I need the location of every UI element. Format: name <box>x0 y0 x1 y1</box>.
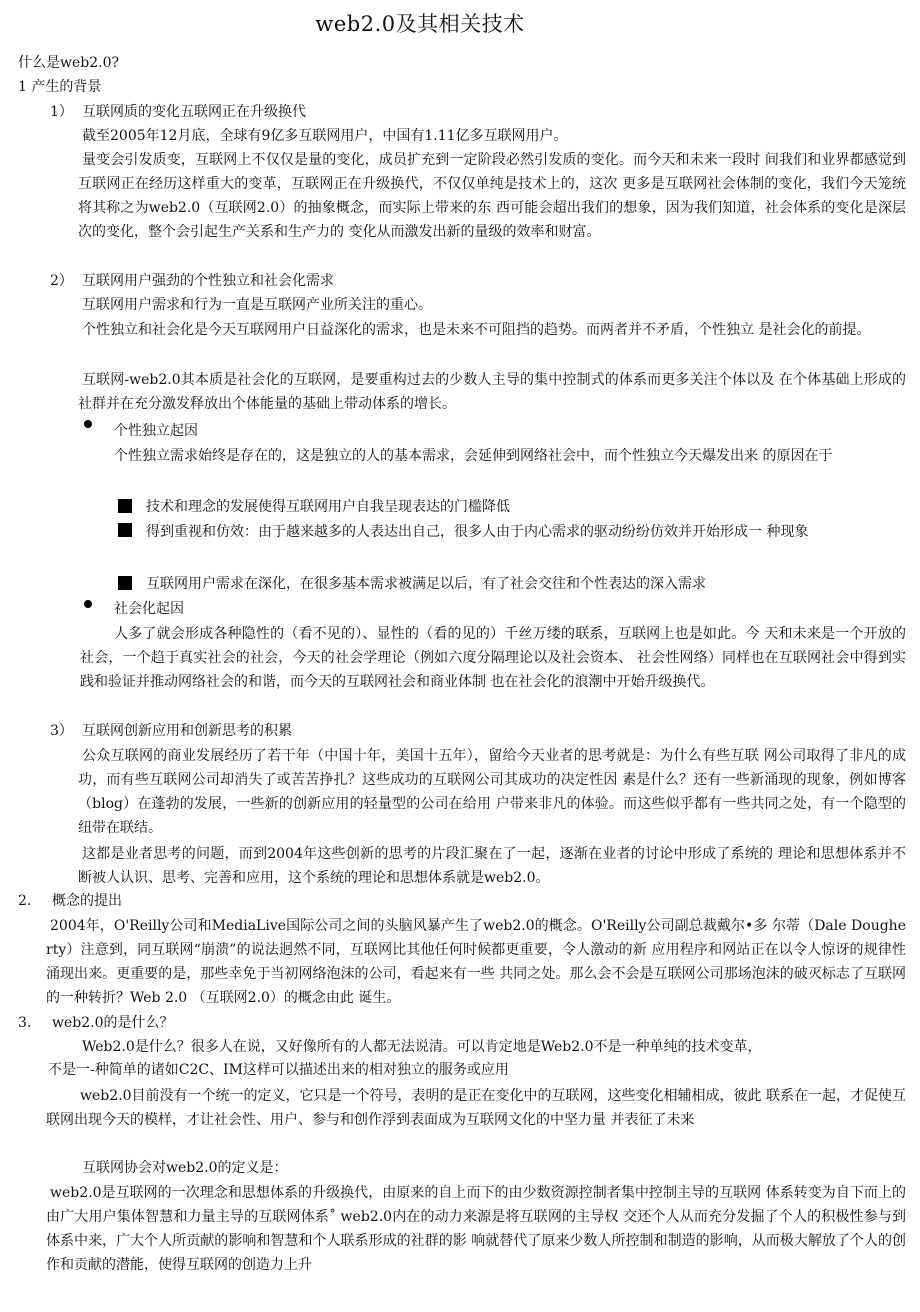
item-2-paragraph-1: 互联网用户需求和行为一直是互联网产业所关注的重心。 <box>82 297 432 313</box>
item-1-paragraph-2: 量变会引发质变，互联网上不仅仅是量的变化，成员扩充到一定阶段必然引发质的变化。而今天和未来一段时 间我们和业界都感觉到互联网正在经历这样重大的变革，互联网正在升级换代，不仅仅单纯是技术上的，这次 更多是互联网社会体制的变化，我们今天笼统将其称之为web2.0（互联网2.0）的抽象概念，而实际上带来的东 西可能会超出我们的想象，因为我们知道，社会体系的变化是深层次的变化，整个会引起生产关系和生产力的 变化从而激发出新的量级的效率和财富。 <box>78 152 906 240</box>
bullet-dot-icon <box>84 420 92 428</box>
section-3-paragraph-1b: 不是一-种简单的诸如C2C、IM这样可以描述出来的相对独立的服务或应用 <box>48 1062 509 1078</box>
square-bullet-icon <box>118 523 132 537</box>
square-bullet-icon <box>118 499 132 513</box>
section-3-paragraph-2: web2.0目前没有一个统一的定义，它只是一个符号，表明的是正在变化中的互联网，这些变化相辅相成，彼此 联系在一起，才促使互联网出现今天的模样，才让社会性、用户、参与和创作浮到表面成为互联网文化的中坚力量 并表征了未来 <box>46 1088 906 1128</box>
section-2-heading: 概念的提出 <box>52 893 122 909</box>
bullet-2-text: 人多了就会形成各种隐性的（看不见的）、显性的（看的见的）千丝万缕的联系，互联网上也是如此。今 天和未来是一个开放的社会，一个趋于真实社会的社会，今天的社会学理论（例如六度分隔理论以及社会资本、 社会性网络）同样也在互联网社会中得到实践和验证并推动网络社会的和谐，而今天的互联网社会和商业体制 也在社会化的浪潮中开始升级换代。 <box>80 626 906 690</box>
item-3-paragraph-2: 这都是业者思考的问题，而到2004年这些创新的思考的片段汇聚在了一起，逐渐在业者的讨论中形成了系统的 理论和思想体系并不断被人认识、思考、完善和应用，这个系统的理论和思想体系就是web2.0。 <box>78 846 906 886</box>
item-1-paragraph-1: 截至2005年12月底，全球有9亿多互联网用户，中国有1.11亿多互联网用户。 <box>82 128 568 144</box>
intro-question: 什么是web2.0? <box>18 55 120 71</box>
section-3-paragraph-1a: Web2.0是什么？很多人在说，又好像所有的人都无法说清。可以肯定地是Web2.0不是一种单纯的技术变革， <box>82 1039 762 1055</box>
item-1-heading: 互联网质的变化五联网正在升级换代 <box>82 104 306 120</box>
sub-bullet-3: 互联网用户需求在深化，在很多基本需求被满足以后，有了社会交往和个性表达的深入需求 <box>146 576 706 592</box>
section-1-heading: 1 产生的背景 <box>18 79 102 95</box>
item-1-number: 1） <box>50 104 73 120</box>
item-3-number: 3） <box>50 723 73 739</box>
section-3-paragraph-4: web2.0是互联网的一次理念和思想体系的升级换代，由原来的自上而下的由少数资源控制者集中控制主导的互联网 体系转变为自下而上的由广大用户集体智慧和力量主导的互联网体系˚ web2.0内在的动力来源是将互联网的主导权 交还个人从而充分发掘了个人的积极性参与到体系中来，广大个人所贡献的影响和智慧和个人联系形成的社群的影 响就替代了原来少数人所控制和制造的影响，从而极大解放了个人的创作和贡献的潜能，使得互联网的创造力上升 <box>46 1185 906 1273</box>
sub-bullet-1: 技术和理念的发展使得互联网用户自我呈现表达的门槛降低 <box>146 499 510 515</box>
bullet-dot-icon <box>84 600 92 608</box>
item-3-heading: 互联网创新应用和创新思考的积累 <box>82 723 292 739</box>
square-bullet-icon <box>118 576 132 590</box>
document-title: web2.0及其相关技术 <box>315 12 525 36</box>
section-2-number: 2. <box>18 893 32 909</box>
section-3-heading: web2.0的是什么？ <box>52 1015 174 1031</box>
item-2-paragraph-2: 个性独立和社会化是今天互联网用户日益深化的需求，也是未来不可阻挡的趋势。而两者并不矛盾，个性独立 是社会化的前提。 <box>82 322 871 338</box>
item-2-heading: 互联网用户强劲的个性独立和社会化需求 <box>82 273 334 289</box>
section-2-text: 2004年，O'Reilly公司和MediaLive国际公司之间的头脑风暴产生了web2.0的概念。O'Reilly公司副总裁戴尔•多 尔蒂（Dale Dougherty）注意到，同互联网“崩溃”的说法迥然不同，互联网比其他任何时候都更重要，令人激动的新 应用程序和网站正在以令人惊讶的规律性涌现出来。更重要的是，那些幸免于当初网络泡沫的公司，看起来有一些 共同之处。那么会不会是互联网公司那场泡沫的破灭标志了互联网的一种转折？Web 2.0 （互联网2.0）的概念由此 诞生。 <box>46 918 906 1006</box>
bullet-2-label: 社会化起因 <box>114 601 184 617</box>
section-3-number: 3. <box>18 1015 32 1031</box>
section-3-paragraph-3: 互联网协会对web2.0的定义是： <box>82 1160 288 1176</box>
bullet-1-label: 个性独立起因 <box>114 423 198 439</box>
item-2-paragraph-3: 互联网-web2.0其本质是社会化的互联网，是要重构过去的少数人主导的集中控制式的体系而更多关注个体以及 在个体基础上形成的社群并在充分激发释放出个体能量的基础上带动体系的增长。 <box>78 372 906 412</box>
bullet-1-text: 个性独立需求始终是存在的，这是独立的人的基本需求，会延伸到网络社会中，而个性独立今天爆发出来 的原因在于 <box>114 448 833 464</box>
item-3-paragraph-1: 公众互联网的商业发展经历了若干年（中国十年，美国十五年），留给今天业者的思考就是：为什么有些互联 网公司取得了非凡的成功，而有些互联网公司却消失了或苦苦挣扎？这些成功的互联网公司其成功的决定性因 素是什么？还有一些新涌现的现象，例如博客（blog）在蓬勃的发展，一些新的创新应用的轻量型的公司在给用 户带来非凡的体验。而这些似乎都有一些共同之处，有一个隐型的纽带在联结。 <box>78 748 906 836</box>
item-2-number: 2） <box>50 273 73 289</box>
sub-bullet-2: 得到重视和仿效：由于越来越多的人表达出自己，很多人由于内心需求的驱动纷纷仿效并开始形成一 种现象 <box>146 524 809 540</box>
